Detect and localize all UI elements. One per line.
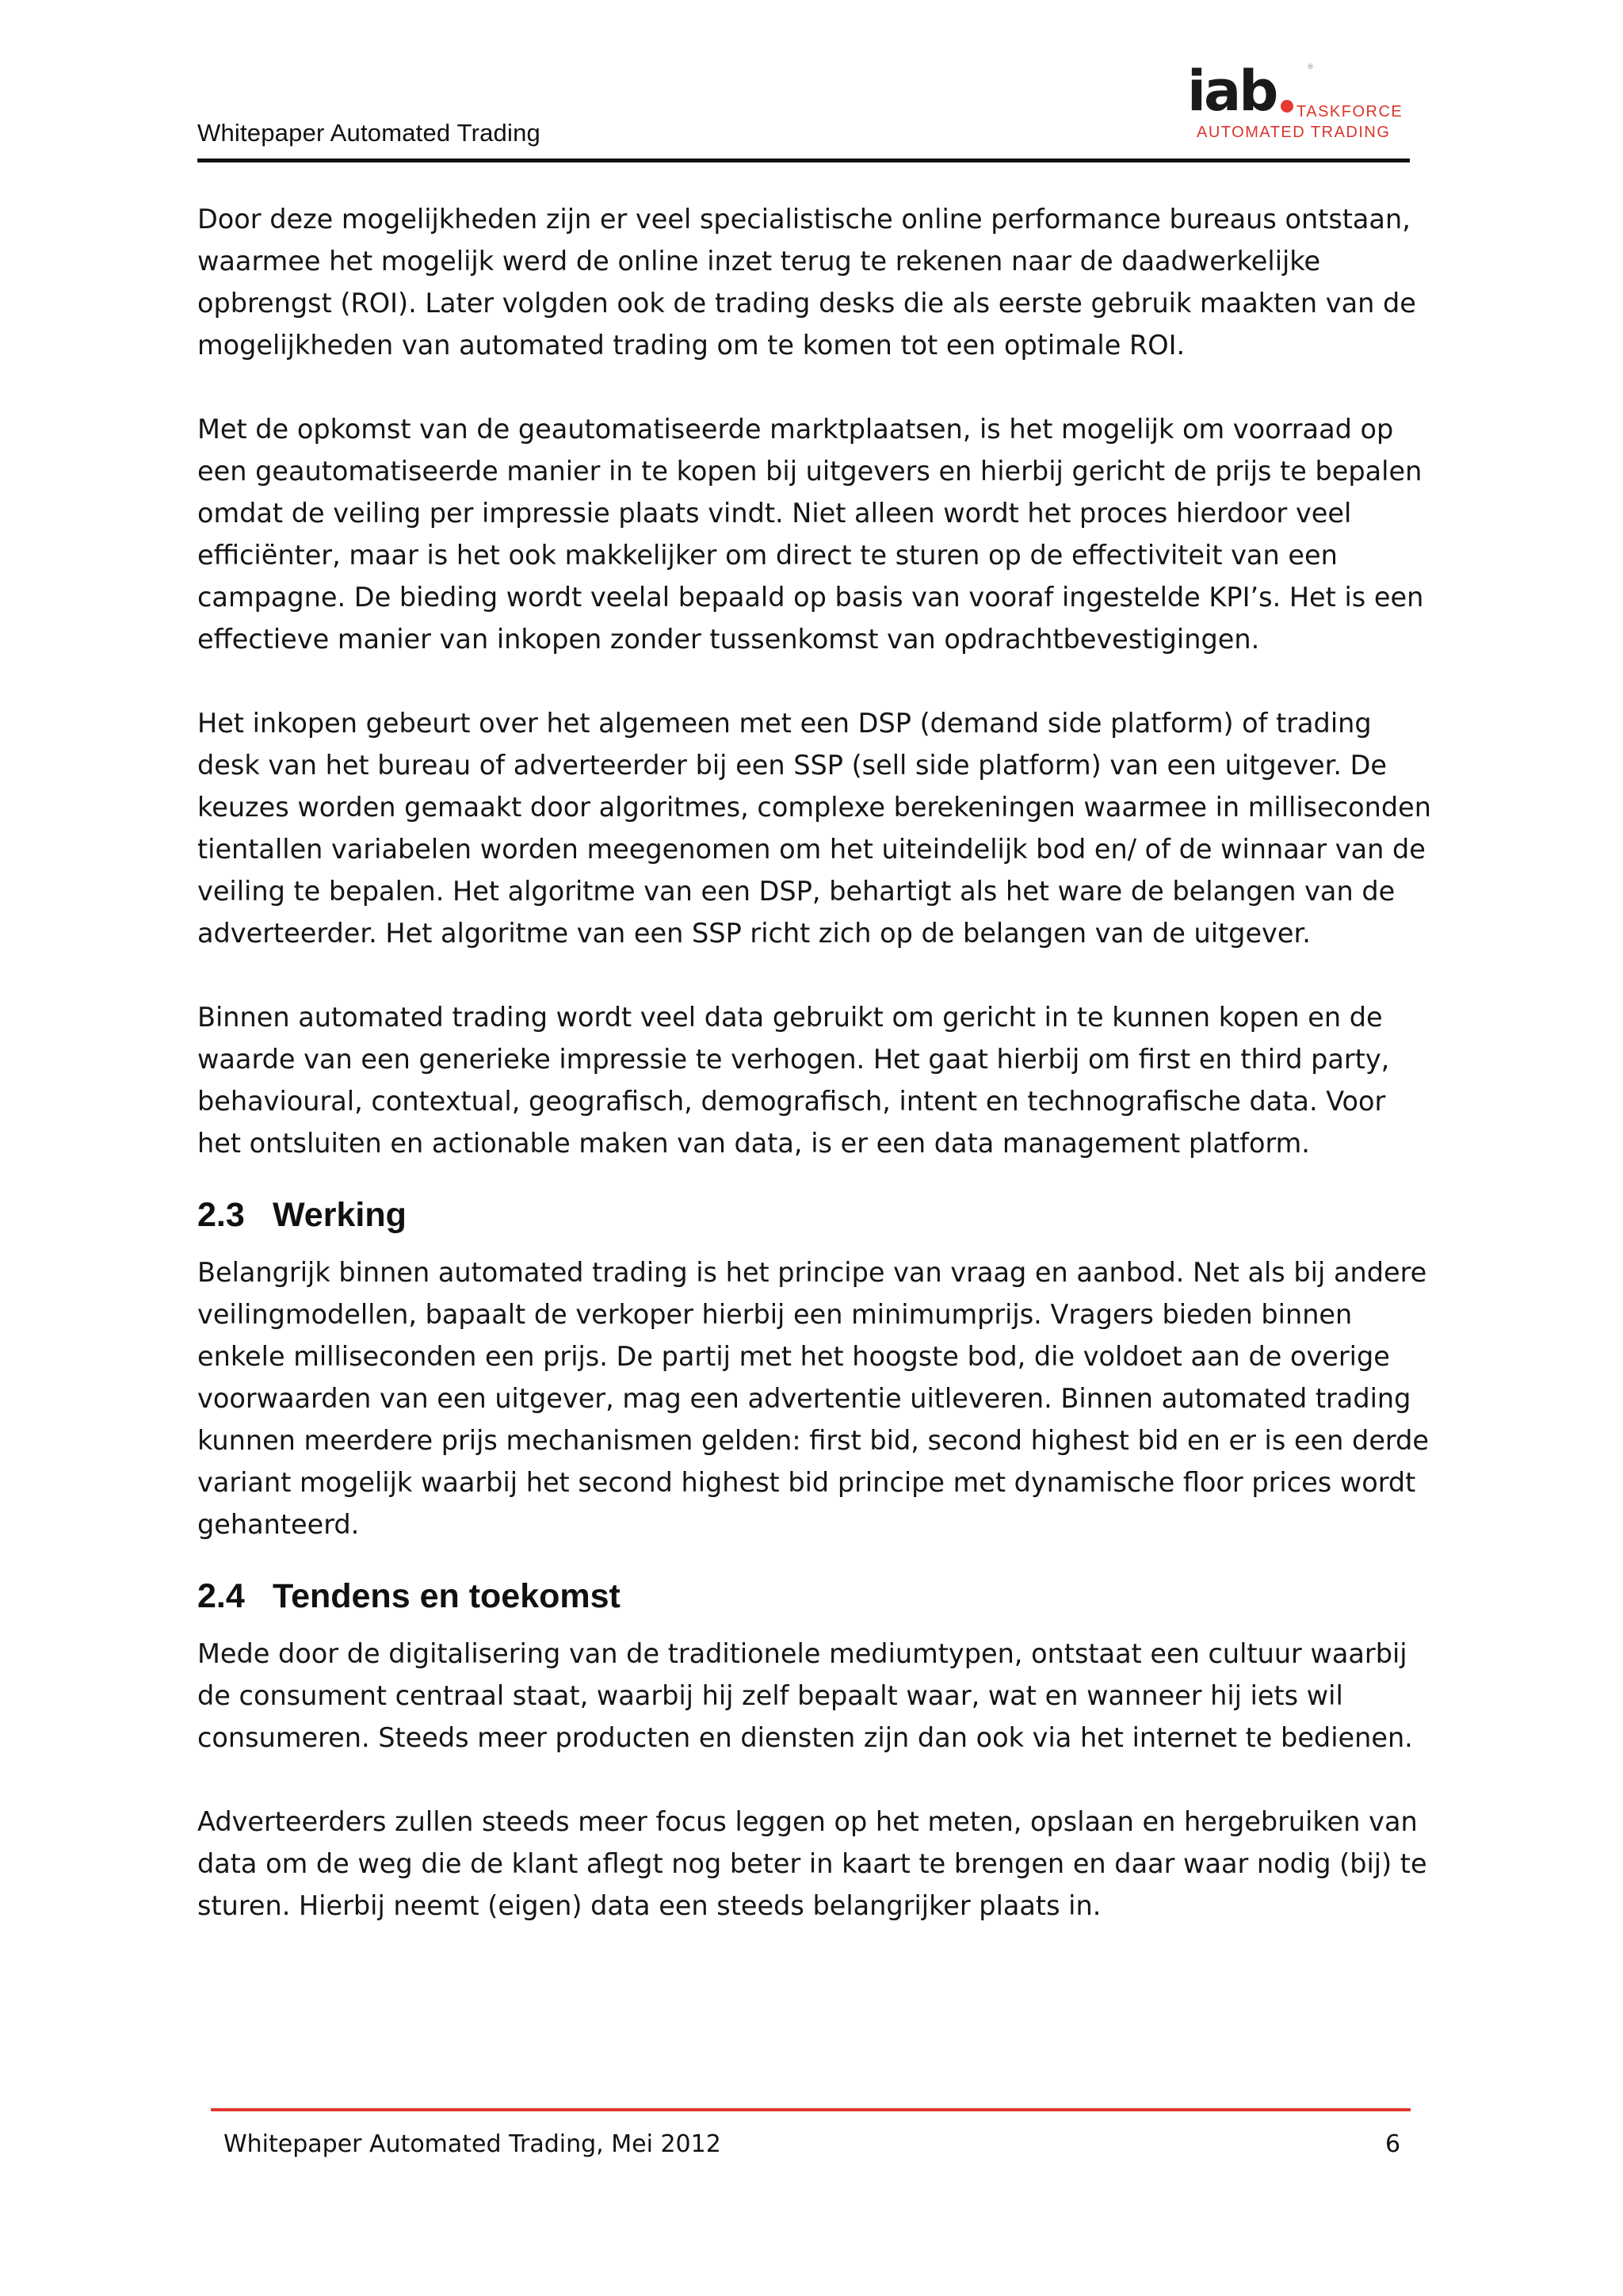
iab-taskforce-logo [1187, 59, 1403, 151]
paragraph: Door deze mogelijkheden zijn er veel specialistische online performance bureaus ontstaan, waarmee het mogelijk werd de online inzet terug te rekenen naar de daadwerkelijke opbrengst (ROI). Later volgden ook de trading desks die als eerste gebruik maakten van de mogelijkheden van automated trading om te komen tot een optimale ROI. [197, 204, 1416, 361]
logo-line-taskforce: TASKFORCE [1296, 103, 1403, 120]
section-number: 2.4 [197, 1577, 245, 1615]
paragraph: Binnen automated trading wordt veel data gebruikt om gericht in te kunnen kopen en de waarde van een generieke impressie te verhogen. Het gaat hierbij om first en third party, behavioural, contextual, geografisch, demografisch, intent en technografische data. Voor het ontsluiten en actionable maken van data, is er een data management platform. [197, 1002, 1390, 1159]
logo-mark: iab [1187, 59, 1277, 124]
paragraph: Belangrijk binnen automated trading is het principe van vraag en aanbod. Net als bij andere veilingmodellen, bapaalt de verkoper hierbij een minimumprijs. Vragers bieden binnen enkele milliseconden een prijs. De partij met het hoogste bod, die voldoet aan de overige voorwaarden van een uitgever, mag een advertentie uitleveren. Binnen automated trading kunnen meerdere prijs mechanismen gelden: first bid, second highest bid en er is een derde variant mogelijk waarbij het second highest bid principe met dynamische floor prices wordt gehanteerd. [197, 1257, 1429, 1540]
footer-divider [211, 2108, 1411, 2111]
paragraph: Het inkopen gebeurt over het algemeen met een DSP (demand side platform) of trading desk van het bureau of adverteerder bij een SSP (sell side platform) van een uitgever. De keuzes worden gemaakt door algoritmes, complexe berekeningen waarmee in milliseconden tientallen variabelen worden meegenomen om het uiteindelijk bod en/ of de winnaar van de veiling te bepalen. Het algoritme van een DSP, behartigt als het ware de belangen van de adverteerder. Het algoritme van een SSP richt zich op de belangen van de uitgever. [197, 708, 1431, 949]
section-heading-2-3 [197, 1191, 1434, 1239]
page-content [197, 198, 1434, 1969]
footer-text: Whitepaper Automated Trading, Mei 2012 [223, 2130, 721, 2158]
page-number: 6 [1385, 2130, 1401, 2158]
section-title: Werking [273, 1196, 407, 1234]
registered-mark-icon: ® [1307, 63, 1314, 71]
header-title: Whitepaper Automated Trading [197, 119, 540, 147]
paragraph: Adverteerders zullen steeds meer focus leggen op het meten, opslaan en hergebruiken van data om de weg die de klant aflegt nog beter in kaart te brengen en daar waar nodig (bij) te sturen. Hierbij neemt (eigen) data een steeds belangrijker plaats in. [197, 1806, 1427, 1921]
logo-line-automated-trading: AUTOMATED TRADING [1197, 124, 1391, 141]
section-number: 2.3 [197, 1196, 245, 1234]
paragraph: Met de opkomst van de geautomatiseerde marktplaatsen, is het mogelijk om voorraad op een geautomatiseerde manier in te kopen bij uitgevers en hierbij gericht de prijs te bepalen omdat de veiling per impressie plaats vindt. Niet alleen wordt het proces hierdoor veel efficiënter, maar is het ook makkelijker om direct te sturen op de effectiviteit van een campagne. De bieding wordt veelal bepaald op basis van vooraf ingestelde KPI’s. Het is een effectieve manier van inkopen zonder tussenkomst van opdrachtbevestigingen. [197, 414, 1424, 655]
section-title: Tendens en toekomst [273, 1577, 621, 1615]
header-divider [197, 159, 1410, 162]
paragraph: Mede door de digitalisering van de traditionele mediumtypen, ontstaat een cultuur waarbij de consument centraal staat, waarbij hij zelf bepaalt waar, wat en wanneer hij iets wil consumeren. Steeds meer producten en diensten zijn dan ook via het internet te bedienen. [197, 1638, 1413, 1753]
section-heading-2-4 [197, 1572, 1434, 1620]
logo-dot-icon [1281, 100, 1293, 113]
